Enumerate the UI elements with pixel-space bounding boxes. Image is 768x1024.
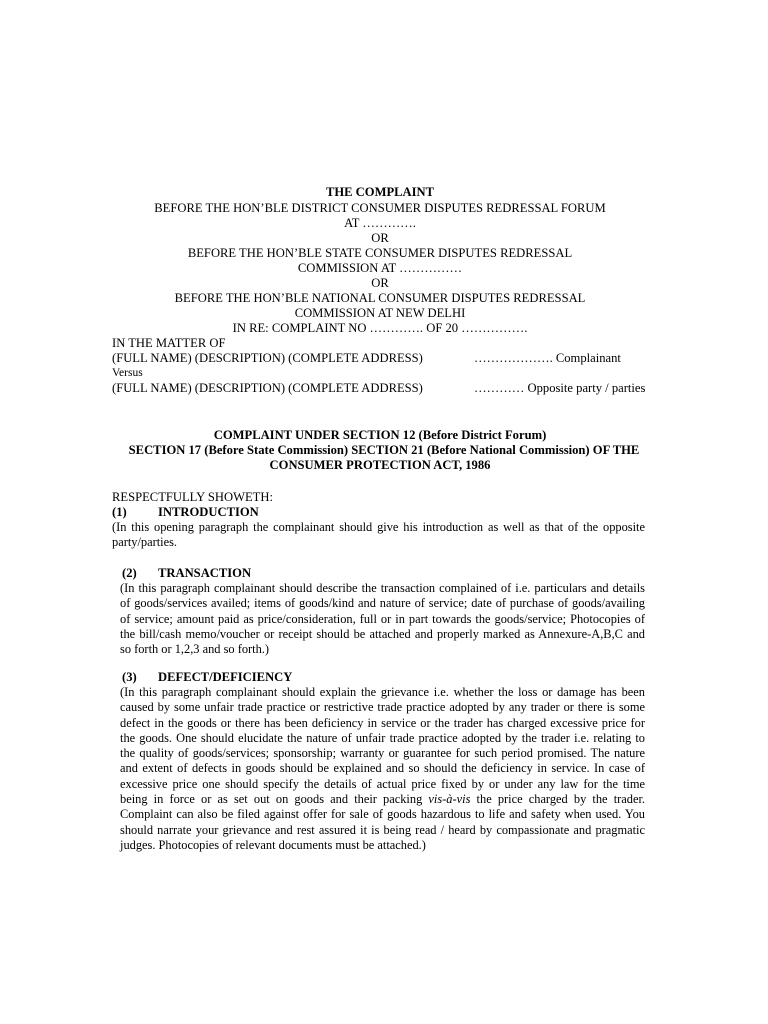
paragraph-line: the quality of goods/services; sponsorship; warranty or guarantee for such period promised. The nature bbox=[120, 746, 645, 761]
section-title: TRANSACTION bbox=[158, 566, 252, 580]
paragraph-line: the bill/cash memo/voucher or receipt should be attached and properly marked as Annexure-A,B,C and bbox=[120, 626, 645, 641]
paragraph-line: (In this opening paragraph the complainant should give his introduction as well as that of the opposite bbox=[112, 520, 645, 534]
paragraph-line: of service; amount paid as price/consideration, full or in part towards the goods/service; Photocopies of bbox=[120, 611, 645, 626]
paragraph-line: being in force or as set out on goods and their packing vis-à-vis the price charged by the trader. bbox=[120, 792, 645, 807]
section-number: (2) bbox=[122, 566, 137, 580]
section-number: (3) bbox=[122, 670, 137, 684]
forum-line: BEFORE THE HON’BLE DISTRICT CONSUMER DISPUTES REDRESSAL FORUM bbox=[154, 201, 606, 215]
paragraph-line: (In this paragraph complainant should explain the grievance i.e. whether the loss or damage has been bbox=[120, 685, 645, 699]
national-line: BEFORE THE HON’BLE NATIONAL CONSUMER DISPUTES REDRESSAL bbox=[174, 291, 586, 305]
versus-label: Versus bbox=[112, 367, 143, 379]
document-title: THE COMPLAINT bbox=[325, 185, 435, 199]
section-paragraph bbox=[120, 581, 645, 657]
section-title: INTRODUCTION bbox=[158, 505, 259, 519]
matter-of-label: IN THE MATTER OF bbox=[112, 336, 226, 350]
section-title: DEFECT/DEFICIENCY bbox=[158, 670, 293, 684]
or-line: OR bbox=[371, 276, 389, 290]
section-paragraph bbox=[120, 685, 645, 853]
national-at-line: COMMISSION AT NEW DELHI bbox=[294, 306, 466, 320]
section-paragraph bbox=[112, 520, 645, 551]
state-at-line: COMMISSION AT …………… bbox=[297, 261, 463, 275]
paragraph-line: party/parties. bbox=[112, 535, 178, 550]
paragraph-line: caused by some unfair trade practice or restrictive trade practice adopted by any trader or there is some bbox=[120, 700, 645, 715]
paragraph-line: defect in the goods or there has been deficiency in service or the trader has charged excessive price for bbox=[120, 715, 645, 730]
opposite-party-details: (FULL NAME) (DESCRIPTION) (COMPLETE ADDRESS) bbox=[112, 381, 423, 395]
complaint-heading-line3: CONSUMER PROTECTION ACT, 1986 bbox=[269, 458, 491, 472]
section-number: (1) bbox=[112, 505, 127, 519]
opposite-party-role: ………… Opposite party / parties bbox=[474, 381, 646, 395]
paragraph-line: of goods/services availed; items of goods/kind and nature of service; date of purchase of goods/availing bbox=[120, 596, 645, 611]
paragraph-line: should narrate your grievance and rest assured it is being read / heard by compassionate and pragmatic bbox=[120, 822, 645, 837]
italic-phrase: vis-à-vis bbox=[428, 792, 471, 807]
paragraph-line: judges. Photocopies of relevant documents must be attached.) bbox=[120, 837, 426, 852]
forum-at-line: AT …………. bbox=[344, 216, 416, 230]
paragraph-line: (In this paragraph complainant should describe the transaction complained of i.e. particulars and details bbox=[120, 581, 645, 595]
paragraph-line: and extent of defects in goods should be explained and so should the deficiency in service. In case of bbox=[120, 761, 645, 776]
complaint-heading-line1: COMPLAINT UNDER SECTION 12 (Before District Forum) bbox=[213, 428, 547, 442]
paragraph-line: so forth or 1,2,3 and so forth.) bbox=[120, 642, 270, 657]
respectfully-showeth: RESPECTFULLY SHOWETH: bbox=[112, 490, 273, 504]
complaint-heading-line2: SECTION 17 (Before State Commission) SECTION 21 (Before National Commission) OF THE bbox=[128, 443, 640, 457]
complainant-role: ………………. Complainant bbox=[474, 351, 621, 365]
paragraph-line: the goods. One should elucidate the nature of unfair trade practice adopted by the trader i.e. relating to bbox=[120, 730, 645, 745]
paragraph-line: Complaint can also be filed against offer for sale of goods hazardous to life and safety when used. You bbox=[120, 807, 645, 822]
complainant-details: (FULL NAME) (DESCRIPTION) (COMPLETE ADDRESS) bbox=[112, 351, 423, 365]
complaint-no-line: IN RE: COMPLAINT NO …………. OF 20 ……………. bbox=[232, 321, 528, 335]
state-line: BEFORE THE HON’BLE STATE CONSUMER DISPUTES REDRESSAL bbox=[187, 246, 573, 260]
or-line: OR bbox=[371, 231, 389, 245]
paragraph-line: excessive price one should specify the details of actual price fixed by or under any law for the time bbox=[120, 776, 645, 791]
